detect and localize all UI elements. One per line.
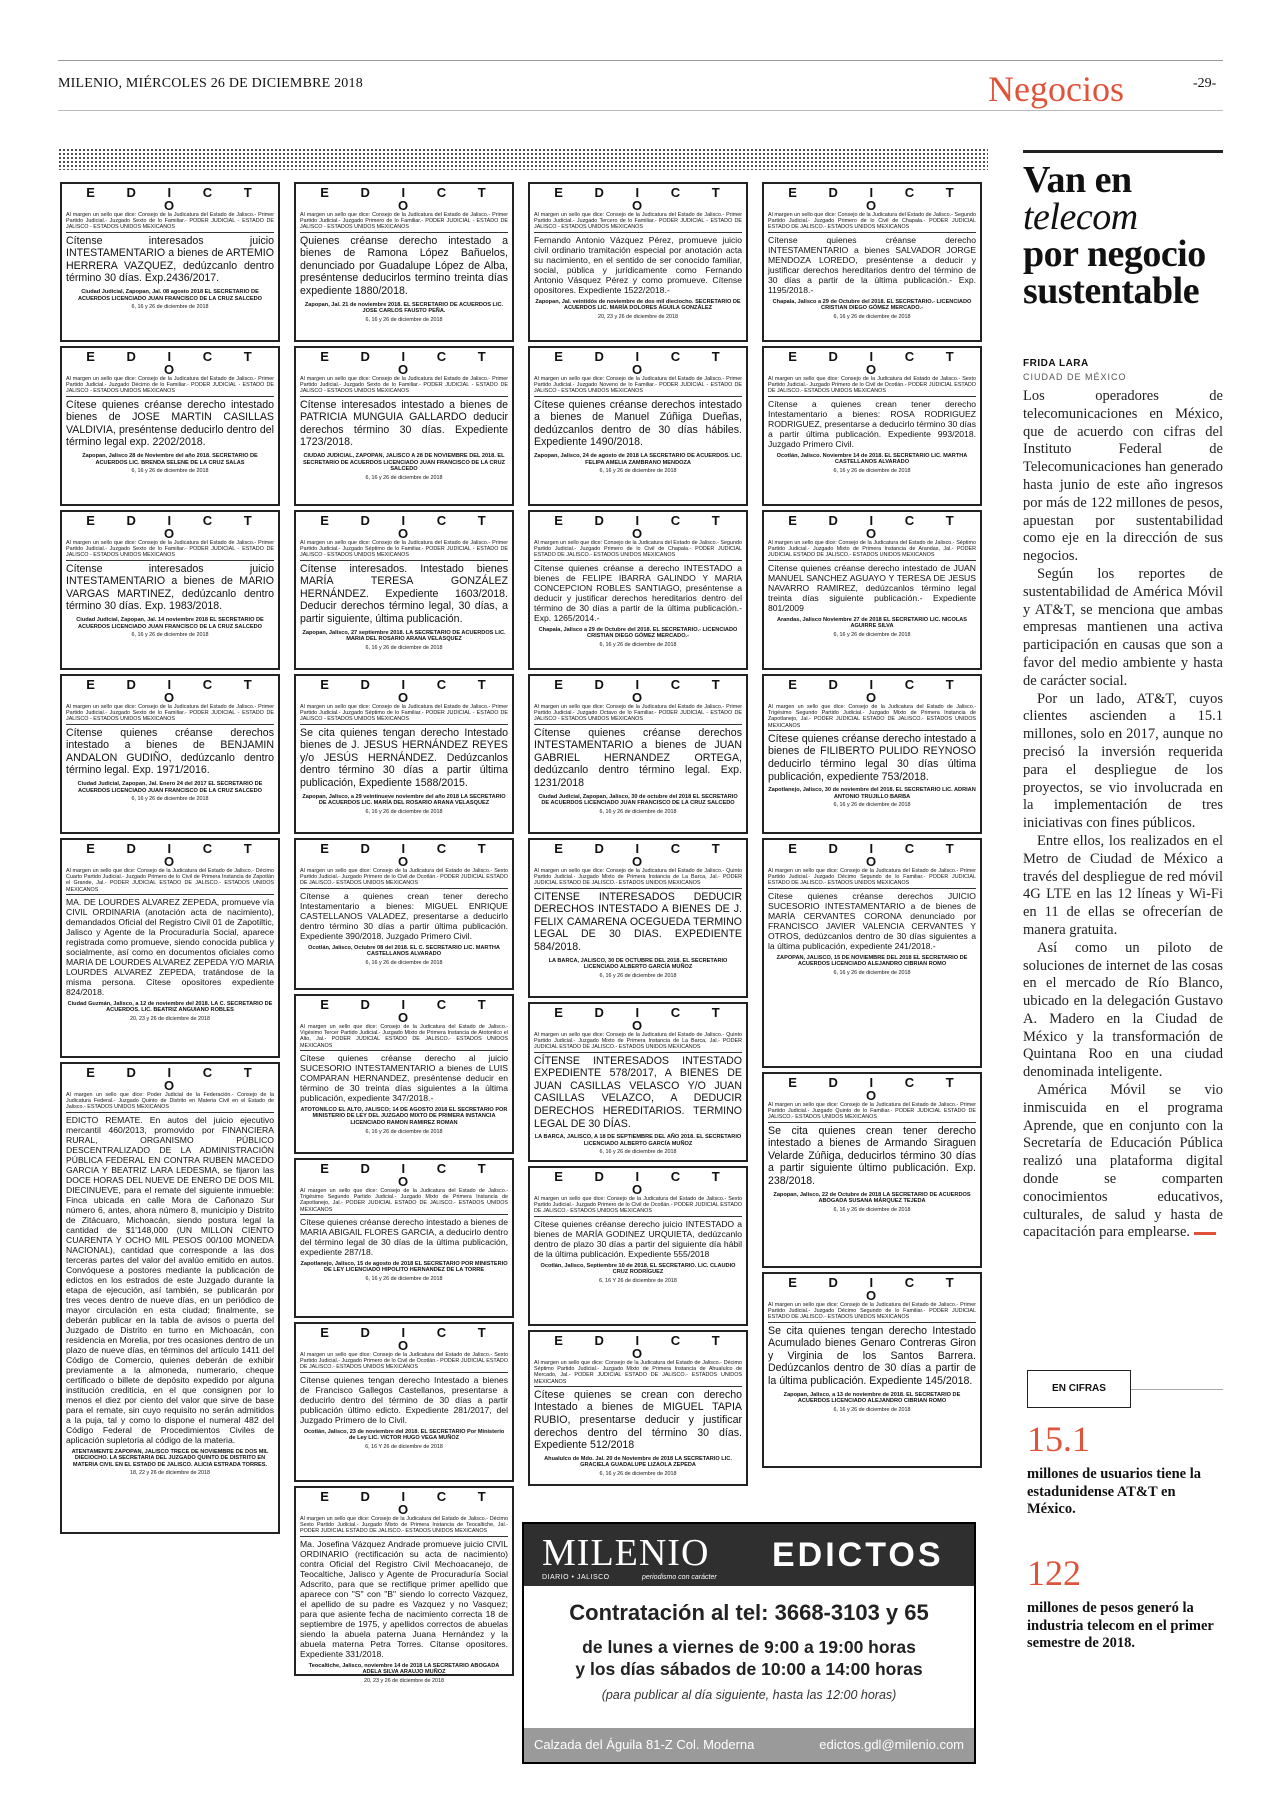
edict-seal-text: Al margen un sello que dice: Consejo de la Judicatura del Estado de Jalisco.- Décimo Séptimo Partido Judicial.- Juzgado Mixto de Primera Instancia de Ahualulco de Mercado, Jal.- PODER JUDICIAL ESTADO DE JALISCO.- ESTADOS UNIDOS MEXICANOS: [534, 1360, 742, 1387]
edict-notice: [60, 674, 280, 834]
edict-title: E D I C T O: [320, 1489, 500, 1517]
edict-notice: [528, 510, 748, 670]
edict-title: E D I C T O: [788, 349, 968, 377]
edict-title: E D I C T O: [554, 349, 734, 377]
edict-signature: Zapopan, Jalisco 28 de Noviembre del año 2018. SECRETARIO DE ACUERDOS LIC. BRENDA SELENE DE LA CRUZ SALAS: [82, 452, 258, 466]
edict-signature: Ocotlán, Jalisco, Octubre 08 del 2018. EL C. SECRETARIO LIC. MARTHA CASTELLANOS ALVARADO: [308, 944, 500, 958]
edict-body: Se cita quienes tengan derecho Intestado bienes de J. JESUS HERNÁNDEZ REYES y/o JESÚS HERNÁNDEZ. Dedúzcanlos dentro término 30 días a partir última publicación, Expediente 1588/2015.: [300, 726, 508, 789]
edict-body: Cítense quienes créanse derechos INTESTAMENTARIO a bienes de JUAN GABRIEL HERNANDEZ ORTEGA, dedúzcanlo dentro término legal. Exp. 1231/2018: [534, 726, 742, 789]
edict-notice: [528, 182, 748, 342]
ad-email[interactable]: edictos.gdl@milenio.com: [819, 1737, 964, 1752]
edict-signature: ATOTONILCO EL ALTO, JALISCO; 14 DE AGOSTO 2018 EL SECRETARIO POR MINISTERIO DE LEY DEL JUZGADO MIXTO DE PRIMERA INSTANCIA LICENCIADO RAMON RAMIREZ ROMAN: [300, 1106, 508, 1126]
edict-seal-text: Al margen un sello que dice: Consejo de la Judicatura del Estado de Jalisco.- Primer Partido Judicial.- Juzgado Sexto de lo Familiar.- PODER JUDICIAL - ESTADO DE JALISCO - ESTADOS UNIDOS MEXICANOS: [300, 376, 508, 397]
edict-publication-dates: 6, 16 y 26 de diciembre de 2018: [833, 1406, 911, 1413]
ad-phone: Contratación al tel: 3668-3103 y 65: [569, 1600, 929, 1625]
ad-bottom-band: [524, 1728, 974, 1762]
edict-publication-dates: 6, 16 y 26 de diciembre de 2018: [599, 1149, 677, 1156]
edict-title: E D I C T O: [320, 1161, 500, 1189]
edict-title: E D I C T O: [320, 677, 500, 705]
edict-notice: [528, 1166, 748, 1326]
edict-signature: LA BARCA, JALISCO, A 18 DE SEPTIEMBRE DEL AÑO 2018. EL SECRETARIO LICENCIADO ALBERTO GARCÍA MUÑOZ: [534, 1134, 742, 1147]
edict-signature: ZAPOPAN, JALISCO, 15 DE NOVIEMBRE DEL 2018 EL SECRETARIO DE ACUERDOS LICENCIADO ALEJANDRO CIBRIAN ROMO: [776, 954, 968, 968]
edict-publication-dates: 6, 16 y 26 de diciembre de 2018: [599, 468, 677, 475]
edict-title: E D I C T O: [86, 349, 266, 377]
edict-title: E D I C T O: [320, 1325, 500, 1353]
edict-body: Cítense quienes tengan derecho Intestado a bienes de Francisco Gallegos Castellanos, presentarse a deducirlo dentro del término de 30 días a partir publicación último edicto. Expediente 281/2017, del Juzgado Primero de lo Civil.: [300, 1374, 508, 1425]
edict-notice: [60, 1062, 280, 1534]
edict-body: Cítense a quienes crean tener derecho Intestamentario a bienes: ROSA RODRIGUEZ RODRIGUEZ, presentarse a deducirlo término 30 días a partir última publicación. Expediente 993/2018. Juzgado Primero Civil.: [768, 398, 976, 449]
article-paragraph: Entre ellos, los realizados en el Metro de Ciudad de México a través del despliegue de red móvil 4G LTE en las 12 líneas y Wi-Fi en 11 de ellas se ofrecerían de manera gratuita.: [1023, 832, 1223, 938]
edict-title: E D I C T O: [788, 1275, 968, 1303]
edict-seal-text: Al margen un sello que dice: Consejo de la Judicatura del Estado de Jalisco.- Primer Partido Judicial.- Juzgado Décimo Segundo de lo Familiar.- PODER JUDICIAL ESTADO DE JALISCO.- ESTADOS UNIDOS MEXICANOS: [768, 1302, 976, 1323]
edict-signature: Chapala, Jalisco a 29 de Octubre del 2018. EL SECRETARIO.- LICENCIADO CRISTIAN DIEGO GÓMEZ MERCADO.-: [538, 626, 738, 640]
edict-notice: [762, 510, 982, 670]
edict-notice: [60, 346, 280, 506]
edict-notice: [294, 674, 514, 834]
edict-body: Ma. Josefina Vázquez Andrade promueve juicio CIVIL ORDINARIO (rectificación su acta de nacimiento) contra Oficial del Registro Civil Mechoacanejo, de Teocaltiche, Jalisco y Agente de Procuraduría Social Adscrito, para que se rectifique primer apellido que aparece con "S" con "B" siendo lo correcto Vazquez, el apellido de su padre es Vazquez y no Vasquez; para que asiente fecha de nacimiento correcta 18 de septiembre de 1975, y apellidos correctos de abuelas siendo la abuela paterna Juana Hernández y la abuela materna Petra Torres. Cítanse opositores. Expediente 331/2018.: [300, 1538, 508, 1659]
edict-publication-dates: 6, 16 y 26 de diciembre de 2018: [833, 467, 911, 474]
ad-banner: EDICTOS: [772, 1536, 944, 1574]
edict-notice: [528, 1330, 748, 1486]
ad-address: Calzada del Águila 81-Z Col. Moderna: [534, 1737, 755, 1752]
edict-body: Se cita quienes tengan derecho Intestado Acumulado bienes Genaro Contreras Giron y Virginia de los Santos Barrera. Dedúzcanlos dentro de 30 días a partir de la última publicación. Expediente 145/2018.: [768, 1324, 976, 1387]
edict-title: E D I C T O: [86, 841, 266, 869]
edict-body: Cítense interesados juicio INTESTAMENTARIO a bienes de ARTEMIO HERRERA VAZQUEZ, dedúzcanlo dentro término 30 días. Exp.2436/2017.: [66, 234, 274, 285]
edict-body: Cítese quienes créanse derecho al juicio SUCESORIO INTESTAMENTARIO a bienes de LUIS COMPARAN HERNANDEZ, preséntense deducir en término de 30 treinta días siguientes a la última publicación, expediente 347/2018.-: [300, 1052, 508, 1103]
edict-title: E D I C T O: [788, 1075, 968, 1103]
edict-publication-dates: 6, 16 Y 26 de diciembre de 2018: [599, 1277, 677, 1284]
ad-top-band: [524, 1524, 974, 1586]
edict-notice: [294, 1486, 514, 1684]
edict-publication-dates: 6, 16 y 26 de diciembre de 2018: [365, 808, 443, 815]
headline-line: por negocio: [1023, 233, 1206, 275]
top-rule: [58, 60, 1073, 61]
edict-body: MA. DE LOURDES ALVAREZ ZEPEDA, promueve vía CIVIL ORDINARIA (anotación acta de nacimiento), demandados Oficial del Registro Civil 01 de Zapotiltic, Jalisco y Agente de la Procuraduría Social, aparece registrada como promueve, siendo conocida publica y socialmente, así como en documentos oficiales como MARIA DE LOURDES ALVAREZ ZEPEDA Y/O MARIA LOURDES ALVAREZ ZEPEDA, tratándose de la misma persona. Cítese opositores expediente 824/2018.: [66, 896, 274, 997]
edict-seal-text: Al margen un sello que dice: Consejo de la Judicatura del Estado de Jalisco.- Trigésimo Segundo Partido Judicial.- Juzgado Mixto de Primera Instancia de Zapotlanejo, Jal.- PODER JUDICIAL ESTADO DE JALISCO.- ESTADOS UNIDOS MEXICANOS: [768, 704, 976, 731]
ad-hours-weekday: de lunes a viernes de 9:00 a 19:00 horas: [582, 1637, 916, 1657]
headline-line: telecom: [1023, 196, 1138, 238]
article-paragraph: Por un lado, AT&T, cuyos clientes ascienden a 15.1 millones, solo en 2017, aunque no precisó la inversión requerida para el despliegue de los proyectos, se vio involucrada en la implementación de tres iniciativas con fines públicos.: [1023, 690, 1223, 832]
article-rule: [1023, 150, 1223, 153]
milenio-logo: MILENIO: [542, 1532, 710, 1574]
article-paragraph: Los operadores de telecomunicaciones en México, que de acuerdo con cifras del Instituto Federal de Telecomunicaciones han generado hasta junio de este año ingresos por más de 122 millones de pesos, apuestan por sustentabilidad como eje en la dirección de sus negocios.: [1023, 388, 1223, 565]
edict-title: E D I C T O: [554, 513, 734, 541]
edict-publication-dates: 6, 16 y 26 de diciembre de 2018: [833, 1206, 911, 1213]
edict-seal-text: Al margen un sello que dice: Consejo de la Judicatura del Estado de Jalisco.- Primer Partido Judicial.- Juzgado Quinto de lo Familiar.- PODER JUDICIAL ESTADO DE JALISCO.- ESTADOS UNIDOS MEXICANOS: [768, 1102, 976, 1123]
edict-title: E D I C T O: [86, 677, 266, 705]
edict-signature: Ocotlán, Jalisco. Noviembre 14 de 2018. EL SECRETARIO LIC. MARTHA CASTELLANOS ALVARADO: [776, 452, 968, 466]
en-cifras-label: EN CIFRAS: [1027, 1370, 1131, 1408]
page-number: -29-: [1193, 76, 1217, 91]
edict-notice: [762, 838, 982, 1068]
edict-seal-text: Al margen un sello que dice: Consejo de la Judicatura del Estado de Jalisco.- Sexto Partido Judicial.- Juzgado Primero de lo Civil de Ocotlán.- PODER JUDICIAL ESTADO DE JALISCO.- ESTADOS UNIDOS MEXICANOS: [300, 1352, 508, 1373]
edict-signature: Zapopan, Jalisco, 27 septiembre 2018. LA SECRETARIO DE ACUERDOS LIC. MARIA DEL ROSARIO ARANA VELASQUEZ: [302, 629, 506, 643]
edict-signature: Zapopan, Jalisco, 22 de Octubre de 2018 LA SECRETARIO DE ACUERDOS ABOGADA SUSANA MÁRQUEZ TEJEDA: [773, 1191, 971, 1205]
edict-notice: [294, 838, 514, 990]
edict-notice: [60, 510, 280, 670]
edict-body: Cítense a quienes crean tener derecho Intestamentario a bienes: MIGUEL ENRIQUE CASTELLANOS VALADEZ, presentarse a deducirlo dentro término 30 días a partir última publicación. Expediente 390/2018. Juzgado Primero Civil.: [300, 890, 508, 941]
edict-signature: LA BARCA, JALISCO, 30 DE OCTUBRE DEL 2018. EL SECRETARIO LICENCIADO ALBERTO GARCÍA MUÑOZ: [548, 957, 728, 971]
edict-notice: [294, 1158, 514, 1318]
edict-title: E D I C T O: [554, 185, 734, 213]
ad-hours: [524, 1636, 974, 1680]
ad-note: (para publicar al día siguiente, hasta las 12:00 horas): [601, 1688, 897, 1702]
edict-signature: Zapopan, Jalisco, a 29 veintinueve noviembre del año 2018 LA SECRETARIO DE ACUERDOS LIC. MARÍA DEL ROSARIO ARANA VELASQUEZ: [302, 793, 506, 807]
edict-publication-dates: 6, 16 y 26 de diciembre de 2018: [599, 972, 677, 979]
edict-body: Cítese quienes créanse derechos JUICIO SUCESORIO INTESTAMENTARIO a de bienes de MARÍA CERVANTES CORONA denunciado por FRANCISCO JAVIER VALENCIA CERVANTES Y OTROS, dedúzcanlos dentro de 30 días siguientes a la última publicación, expediente 241/2018.-: [768, 890, 976, 951]
edict-seal-text: Al margen un sello que dice: Consejo de la Judicatura del Estado de Jalisco.- Primer Partido Judicial.- Juzgado Tercero de lo Familiar.- PODER JUDICIAL - ESTADO DE JALISCO - ESTADOS UNIDOS MEXICANOS: [534, 212, 742, 233]
edict-body: Cítese quienes se crean con derecho Intestado a bienes de MIGUEL TAPIA RUBIO, presentarse deducir y justificar derechos dentro del término 30 días. Expediente 512/2018: [534, 1388, 742, 1452]
stat-text: millones de usuarios tiene la estadunidense AT&T en México.: [1027, 1466, 1202, 1517]
edict-signature: Zapopan, Jalisco, 24 de agosto de 2018 LA SECRETARIO DE ACUERDOS. LIC. FELIPA AMELIA ZAMBRANO MENDOZA: [534, 452, 742, 466]
edict-seal-text: Al margen un sello que dice: Consejo de la Judicatura del Estado de Jalisco.- Quinto Partido Judicial.- Juzgado Mixto de Primera Instancia de La Barca, Jal.- PODER JUDICIAL ESTADO DE JALISCO.- ESTADOS UNIDOS MEXICANOS: [534, 868, 742, 889]
edict-body: Cítense quienes créanse derecho intestado de JUAN MANUEL SANCHEZ AGUAYO Y TERESA DE JESUS NAVARRO RAMIREZ, dedúzcanlos término legal treinta días siguiente publicación.- Expediente 801/2009: [768, 562, 976, 613]
edict-seal-text: Al margen un sello que dice: Consejo de la Judicatura del Estado de Jalisco.- Trigésimo Segundo Partido Judicial.- Juzgado Mixto de Primera Instancia de Zapotlanejo, Jal.- PODER JUDICIAL ESTADO DE JALISCO.- ESTADOS UNIDOS MEXICANOS: [300, 1188, 508, 1215]
edict-seal-text: Al margen un sello que dice: Consejo de la Judicatura del Estado de Jalisco.- Quinto Partido Judicial.- Juzgado Mixto de Primera Instancia de La Barca, Jal.- PODER JUDICIAL ESTADO DE JALISCO.- ESTADOS UNIDOS MEXICANOS: [534, 1032, 742, 1053]
edict-seal-text: Al margen un sello que dice: Consejo de la Judicatura del Estado de Jalisco.- Sexto Partido Judicial.- Juzgado Primero de lo Civil de Ocotlán.- PODER JUDICIAL ESTADO DE JALISCO.- ESTADOS UNIDOS MEXICANOS: [534, 1196, 742, 1217]
edict-notice: [528, 1002, 748, 1162]
edict-title: E D I C T O: [554, 1333, 734, 1361]
edict-seal-text: Al margen un sello que dice: Consejo de la Judicatura del Estado de Jalisco.- Segundo Partido Judicial.- Juzgado Primero de lo Civil de Chapala.- PODER JUDICIAL ESTADO DE JALISCO.- ESTADOS UNIDOS MEXICANOS: [534, 540, 742, 561]
edict-signature: ATENTAMENTE ZAPOPAN, JALISCO TRECE DE NOVIEMBRE DE DOS MIL DIECIOCHO. LA SECRETARIA DEL JUZGADO QUINTO DE DISTRITO EN MATERIA CIVIL EN EL ESTADO DE JALISCO. ALICIA ESTRADA TORRES.: [71, 1448, 269, 1468]
edict-title: E D I C T O: [86, 1065, 266, 1093]
edict-seal-text: Al margen un sello que dice: Consejo de la Judicatura del Estado de Jalisco.- Primer Partido Judicial.- Juzgado Séptimo de lo Familiar.- PODER JUDICIAL - ESTADO DE JALISCO - ESTADOS UNIDOS MEXICANOS: [300, 540, 508, 561]
edict-title: E D I C T O: [554, 841, 734, 869]
edict-seal-text: Al margen un sello que dice: Consejo de la Judicatura del Estado de Jalisco.- Séptimo Partido Judicial.- Juzgado Mixto de Primera Instancia de Arandas, Jal.- PODER JUDICIAL ESTADO DE JALISCO.- ESTADOS UNIDOS MEXICANOS: [768, 540, 976, 561]
edict-title: E D I C T O: [788, 677, 968, 705]
edict-seal-text: Al margen un sello que dice: Consejo de la Judicatura del Estado de Jalisco.- Primer Partido Judicial.- Juzgado Octavo de lo Familiar.- PODER JUDICIAL - ESTADO DE JALISCO - ESTADOS UNIDOS MEXICANOS: [534, 704, 742, 725]
edict-notice: [762, 182, 982, 342]
page-dateline: MILENIO, MIÉRCOLES 26 DE DICIEMBRE 2018: [58, 76, 363, 91]
edict-seal-text: Al margen un sello que dice: Consejo de la Judicatura del Estado de Jalisco.- Sexto Partido Judicial.- Juzgado Primero de lo Civil de Ocotlán.- PODER JUDICIAL ESTADO DE JALISCO.- ESTADOS UNIDOS MEXICANOS: [768, 376, 976, 397]
edict-publication-dates: 6, 16 y 26 de diciembre de 2018: [131, 304, 209, 311]
edict-notice: [294, 510, 514, 670]
edict-signature: Ciudad Judicial, Zapopan, Jal. Enero 24 del 2017 EL SECRETARIO DE ACUERDOS LICENCIADO JUAN FRANCISCO DE LA CRUZ SALCEDO: [77, 780, 263, 794]
edict-publication-dates: 6, 16 y 26 de diciembre de 2018: [131, 468, 209, 475]
edict-publication-dates: 6, 16 y 26 de diciembre de 2018: [599, 808, 677, 815]
edict-title: E D I C T O: [320, 997, 500, 1025]
edict-signature: Ciudad Judicial, Zapopan, Jalisco, 30 de octubre del 2018 EL SECRETARIO DE ACUERDOS LICENCIADO JUAN FRANCISCO DE LA CRUZ SALCEDO: [538, 793, 738, 807]
edict-title: E D I C T O: [320, 185, 500, 213]
edict-publication-dates: 6, 16 y 26 de diciembre de 2018: [131, 796, 209, 803]
edict-seal-text: Al margen un sello que dice: Consejo de la Judicatura del Estado de Jalisco.- Primer Partido Judicial.- Juzgado Séptimo de lo Familiar.- PODER JUDICIAL - ESTADO DE JALISCO - ESTADOS UNIDOS MEXICANOS: [300, 704, 508, 725]
cifras-rule: [1131, 1389, 1223, 1390]
edict-body: Cítense interesados intestado a bienes de PATRICIA MUNGUIA GALLARDO deducir derechos término 30 días. Expediente 1723/2018.: [300, 398, 508, 449]
edict-seal-text: Al margen un sello que dice: Consejo de la Judicatura del Estado de Jalisco.- Primer Partido Judicial.- Juzgado Noveno de lo Familiar.- PODER JUDICIAL - ESTADO DE JALISCO - ESTADOS UNIDOS MEXICANOS: [534, 376, 742, 397]
edict-publication-dates: 6, 16 y 26 de diciembre de 2018: [599, 641, 677, 648]
edict-signature: Chapala, Jalisco a 29 de Octubre del 2018. EL SECRETARIO.- LICENCIADO CRISTIAN DIEGO GÓMEZ MERCADO.-: [772, 298, 972, 312]
edict-signature: Zapotlanejo, Jalisco, 30 de noviembre del 2018. EL SECRETARIO LIC. ADRIAN ANTONIO TRUJILLO BARBA: [768, 787, 976, 800]
edict-title: E D I C T O: [320, 349, 500, 377]
edict-seal-text: Al margen un sello que dice: Consejo de la Judicatura del Estado de Jalisco.- Décimo Sexto Partido Judicial.- Juzgado Mixto de Primera Instancia de Teocaltiche, Jal.- PODER JUDICIAL ESTADO DE JALISCO.- ESTADOS UNIDOS MEXICANOS: [300, 1516, 508, 1537]
edict-notice: [60, 838, 280, 1058]
edict-title: E D I C T O: [320, 841, 500, 869]
edict-title: E D I C T O: [86, 185, 266, 213]
edict-signature: Ciudad Judicial, Zapopan, Jal. 08 agosto 2018 EL SECRETARIO DE ACUERDOS LICENCIADO JUAN FRANCISCO DE LA CRUZ SALCEDO: [77, 288, 263, 302]
edict-seal-text: Al margen un sello que dice: Poder Judicial de la Federación.- Consejo de la Judicatura Federal.- Juzgado Quinto de Distrito en Materia Civil en el Estado de Jalisco.- ESTADOS UNIDOS MEXICANOS: [66, 1092, 274, 1113]
edict-signature: Ciudad Guzmán, Jalisco, a 12 de noviembre del 2018. LA C. SECRETARIO DE ACUERDOS. LIC. BEATRIZ ANGUIANO ROBLES: [67, 1000, 273, 1014]
edict-publication-dates: 18, 22 y 26 de diciembre de 2018: [129, 1470, 211, 1477]
edict-publication-dates: 6, 16 y 26 de diciembre de 2018: [365, 316, 443, 323]
edict-body: Cítese quienes créanse derecho juicio INTESTADO a bienes de MARÍA GODINEZ URQUIETA, dedúzcanlo dentro de plazo 30 días a partir del siguiente día hábil de la última publicación. Expediente 555/2018: [534, 1218, 742, 1259]
edict-body: Cítese quienes créanse derecho intestado a bienes de FILIBERTO PULIDO REYNOSO deducirlo término legal 30 días última publicación, expediente 753/2018.: [768, 732, 976, 783]
edict-seal-text: Al margen un sello que dice: Consejo de la Judicatura del Estado de Jalisco.- Primer Partido Judicial.- Juzgado Décimo Segundo de lo Familiar.- PODER JUDICIAL ESTADO DE JALISCO.- ESTADOS UNIDOS MEXICANOS: [768, 868, 976, 889]
edict-notice: [762, 1072, 982, 1268]
headline-line: sustentable: [1023, 270, 1200, 312]
article-paragraph-text: América Móvil se vio inmiscuida en el programa Aprende, que en conjunto con la Secretaría de Educación Pública realizó una plataforma digital donde se comparten conocimientos educativos, culturales, de salud y hasta de capacitación para emplearse.: [1023, 1082, 1223, 1241]
edict-notice: [528, 674, 748, 834]
edict-seal-text: Al margen un sello que dice: Consejo de la Judicatura del Estado de Jalisco.- Sexto Partido Judicial.- Juzgado Primero de lo Civil de Ocotlán.- PODER JUDICIAL ESTADO DE JALISCO.- ESTADOS UNIDOS MEXICANOS: [300, 868, 508, 889]
edict-body: EDICTO REMATE. En autos del juicio ejecutivo mercantil 460/2013, promovido por FINANCIERA RURAL, ORGANISMO PÚBLICO DESCENTRALIZADO DE LA ADMINISTRACIÓN PÚBLICA FEDERAL EN CONTRA RUBEN MACEDO GARCIA Y BEATRIZ LARA LEDESMA, se fijaron las DOCE HORAS DEL NUEVE DE ENERO DE DOS MIL DIECINUEVE, para el remate del siguiente inmueble: Finca ubicada en calle Mora de Cañonazo Sur número 6, antes, ahora número 8, municipio y Distrito de Zitácuaro, Michoacán, siendo postura legal la cantidad de $1'148,000 (UN MILLON CIENTO CUARENTA Y OCHO MIL PESOS 00/100 MONEDA NACIONAL), cantidad que corresponde a las dos terceras partes del valor del avalúo emitido en autos. Convóquese a postores mediante la publicación de edictos en los estrados de este Juzgado durante la etapa de ejecución, así también, se publicarán por tres veces dentro de nueve días, en un periódico de mayor circulación en esta ciudad; finalmente, se deberán publicar en la tabla de avisos o puerta del Juzgado de Distrito en turno en Michoacán, con residencia en Morelia, por tres ocasiones dentro de un plazo de nueve días, en términos del artículo 1411 del Código de Comercio, quienes deberán de exhibir previamente a la almoneda, numerario, cheque certificado o billete de depósito expedido por alguna institución crediticia, en el que consignen por lo menos el diez por ciento del valor que sirve de base para el remate, sin cuyo requisito no serán admitidos a la puja, tal y como lo dispone el numeral 482 del Código Federal de Procedimientos Civiles de aplicación supletoria al código de la materia.: [66, 1114, 274, 1445]
stat-number: 122: [1027, 1553, 1081, 1593]
article-headline: [1023, 159, 1223, 312]
edictos-ad: [522, 1522, 976, 1764]
edict-title: E D I C T O: [788, 513, 968, 541]
edict-publication-dates: 6, 16 y 26 de diciembre de 2018: [365, 474, 443, 481]
edict-notice: [762, 674, 982, 834]
edict-notice: [60, 182, 280, 342]
stat-text: millones de pesos generó la industria telecom en el primer semestre de 2018.: [1027, 1600, 1214, 1651]
edict-publication-dates: 6, 16 y 26 de diciembre de 2018: [833, 631, 911, 638]
edict-notice: [294, 182, 514, 342]
edict-body: Cítense quienes créanse a derecho INTESTADO a bienes de FELIPE IBARRA GALINDO Y MARIA CONCEPCION ROBLES SANTIAGO, preséntense a deducir y justificar derechos hereditarios dentro del término de 30 días a partir de la última publicación.- Exp. 1265/2014.-: [534, 562, 742, 623]
edict-body: Cítense quienes créanse derechos intestado a bienes de BENJAMIN ANDALON GUDIÑO, dedúzcanlo dentro término legal. Exp. 1971/2016.: [66, 726, 274, 777]
edict-signature: Arandas, Jalisco Noviembre 27 de 2018 EL SECRETARIO LIC. NICOLAS AGUIRRE SILVA: [776, 616, 968, 630]
edict-notice: [762, 346, 982, 506]
edict-signature: Teocaltiche, Jalisco, noviembre 14 de 2018 LA SECRETARIO ABOGADA ADELA SILVA ARAUJO MUÑOZ: [308, 1662, 500, 1676]
edict-seal-text: Al margen un sello que dice: Consejo de la Judicatura del Estado de Jalisco.- Primer Partido Judicial.- Juzgado Sexto de lo Familiar.- PODER JUDICIAL - ESTADO DE JALISCO - ESTADOS UNIDOS MEXICANOS: [66, 704, 274, 725]
edict-body: Cítense interesados juicio INTESTAMENTARIO a bienes de MARIO VARGAS MARTINEZ, dedúzcanlo dentro término 30 días. Exp. 1983/2018.: [66, 562, 274, 613]
edict-title: E D I C T O: [554, 1169, 734, 1197]
edict-publication-dates: 6, 16 y 26 de diciembre de 2018: [599, 1470, 677, 1477]
section-title: Negocios: [988, 69, 1124, 109]
edict-publication-dates: 6, 16 y 26 de diciembre de 2018: [365, 1276, 443, 1282]
edict-publication-dates: 6, 16 y 26 de diciembre de 2018: [833, 313, 911, 320]
dotted-strip: [58, 148, 988, 170]
edict-notice: [294, 994, 514, 1154]
edict-publication-dates: 20, 23 y 26 de diciembre de 2018: [129, 1016, 211, 1022]
edict-body: Cítese quienes créanse derecho intestado bienes de JOSE MARTIN CASILLAS VALDIVIA, preséntense deducirlo dentro del término legal exp. 2202/2018.: [66, 398, 274, 449]
edict-publication-dates: 6, 16 y 26 de diciembre de 2018: [365, 644, 443, 651]
header-rule: [58, 110, 1223, 111]
edict-title: E D I C T O: [788, 841, 968, 869]
stat-number: 15.1: [1027, 1419, 1090, 1459]
edict-signature: Zapopan, Jal. veintidós de noviembre de dos mil dieciocho. SECRETARIO DE ACUERDOS LIC. MARÍA DOLORES ÁGUILA GONZÁLEZ: [535, 298, 741, 312]
edict-signature: Ahualulco de Mdo. Jal. 20 de Noviembre de 2018 LA SECRETARIO LIC. GRACIELA GUADALUPE LIZAOLA ZEPEDA: [544, 1455, 732, 1469]
edict-title: E D I C T O: [86, 513, 266, 541]
edict-publication-dates: 6, 16 Y 26 de diciembre de 2018: [365, 1443, 443, 1450]
top-rule-right: [1040, 60, 1223, 61]
edict-signature: Ocotlán, Jalisco, Septiembre 10 de 2018. EL SECRETARIO. LIC. CLAUDIO CRUZ RODRÍGUEZ: [540, 1262, 736, 1276]
edict-body: Fernando Antonio Vázquez Pérez, promueve juicio civil ordinario tramitación especial por anotación acta su nacimiento, en el sentido de ser conocido familiar, social, pública y jurídicamente como Fernando Antonio Vásquez Pérez y como promueve. Cítense opositores. Expediente 1522/2018.-: [534, 234, 742, 295]
article-paragraph: Según los reportes de sustentabilidad de América Móvil y AT&T, se menciona que ambas empresas mantienen una activa participación en causas que son a favor del medio ambiente y hasta de carácter social.: [1023, 565, 1223, 689]
edict-seal-text: Al margen un sello que dice: Consejo de la Judicatura del Estado de Jalisco.- Primer Partido Judicial.- Juzgado Sexto de lo Familiar.- PODER JUDICIAL - ESTADO DE JALISCO - ESTADOS UNIDOS MEXICANOS: [66, 212, 274, 233]
edict-seal-text: Al margen un sello que dice: Consejo de la Judicatura del Estado de Jalisco.- Primer Partido Judicial.- Juzgado Sexto de lo Familiar.- PODER JUDICIAL - ESTADO DE JALISCO - ESTADOS UNIDOS MEXICANOS: [66, 540, 274, 561]
edict-seal-text: Al margen un sello que dice: Consejo de la Judicatura del Estado de Jalisco.- Primer Partido Judicial.- Juzgado Primero de lo Familiar.- PODER JUDICIAL - ESTADO DE JALISCO - ESTADOS UNIDOS MEXICANOS: [300, 212, 508, 233]
edict-title: E D I C T O: [554, 677, 734, 705]
logo-tagline: periodismo con carácter: [642, 1574, 717, 1581]
headline-line: Van en: [1023, 159, 1132, 201]
edict-body: Cítese quienes créanse derecho intestado a bienes de MARIA ABIGAIL FLORES GARCIA, a deducirlo dentro del término legal de 30 días de la última publicación, expediente 287/18.: [300, 1216, 508, 1257]
edict-notice: [528, 346, 748, 506]
edict-seal-text: Al margen un sello que dice: Consejo de la Judicatura del Estado de Jalisco.- Primer Partido Judicial.- Juzgado Décimo de lo Familiar.- PODER JUDICIAL - ESTADO DE JALISCO - ESTADOS UNIDOS MEXICANOS: [66, 376, 274, 397]
edict-notice: [294, 346, 514, 506]
article-paragraph: Así como un piloto de soluciones de internet de las cosas en el mercado de Río Blanco, ubicado en la delegación Gustavo A. Madero en la Ciudad de México y la transformación de Quintana Roo en una ciudad denominada inteligente.: [1023, 939, 1223, 1081]
article-body: [1023, 388, 1223, 1242]
edict-publication-dates: 6, 16 y 26 de diciembre de 2018: [365, 959, 443, 966]
edict-title: E D I C T O: [788, 185, 968, 213]
edict-title: E D I C T O: [554, 1005, 734, 1033]
edict-body: Cítense quienes créanse derecho INTESTAMENTARIO a bienes SALVADOR JORGE MENDOZA LOREDO, preséntense a deducir y justificar derechos hereditarios dentro del término de 30 días a partir de la última publicación.- Exp. 1195/2018.-: [768, 234, 976, 295]
edict-publication-dates: 6, 16 y 26 de diciembre de 2018: [365, 1128, 443, 1135]
edict-body: Quienes créanse derecho intestado a bienes de Ramona López Bañuelos, denunciado por Guadalupe López de Alba, preséntense deducirlos termino treinta días expediente 1880/2018.: [300, 234, 508, 297]
edict-signature: Ciudad Judicial, Zapopan, Jal. 14 noviembre 2018 EL SECRETARIO DE ACUERDOS LICENCIADO JUAN FRANCISCO DE LA CRUZ SALCEDO: [76, 616, 264, 630]
edict-seal-text: Al margen un sello que dice: Consejo de la Judicatura del Estado de Jalisco.- Segundo Partido Judicial.- Juzgado Primero de lo Civil de Chapala.- PODER JUDICIAL ESTADO DE JALISCO.- ESTADOS UNIDOS MEXICANOS: [768, 212, 976, 233]
dateline: CIUDAD DE MÉXICO: [1023, 372, 1127, 382]
edict-seal-text: Al margen un sello que dice: Consejo de la Judicatura del Estado de Jalisco.- Vigésimo Tercer Partido Judicial.- Juzgado Mixto de Primera Instancia de Atotonilco el Alto, Jal.- PODER JUDICIAL ESTADO DE JALISCO.- ESTADOS UNIDOS MEXICANOS: [300, 1024, 508, 1051]
byline: FRIDA LARA: [1023, 358, 1089, 369]
edict-publication-dates: 20, 23 y 26 de diciembre de 2018: [597, 313, 679, 320]
edict-signature: Zapopan, Jalisco, a 13 de noviembre de 2018. EL SECRETARIO DE ACUERDOS LICENCIADO ALEJANDRO CIBRIAN ROMO: [783, 1391, 961, 1405]
edict-publication-dates: 6, 16 y 26 de diciembre de 2018: [833, 969, 911, 976]
edict-body: Cítese quienes créanse derechos intestado a bienes de Manuel Zúñiga Dueñas, dedúzcanlos dentro de 30 días hábiles. Expediente 1490/2018.: [534, 398, 742, 449]
edict-signature: Zapotlanejo, Jalisco, 15 de agosto de 2018 EL SECRETARIO POR MINISTERIO DE LEY LICENCIADO HIPOLITO HERNANDEZ DE LA TORRE: [300, 1260, 508, 1274]
edict-body: Se cita quienes crean tener derecho intestado a bienes de Armando Siraguen Velarde Zúñiga, deducirlos término 30 días a partir siguiente último publicación. Exp. 238/2018.: [768, 1124, 976, 1187]
logo-subtitle: DIARIO • JALISCO: [542, 1574, 610, 1581]
edict-signature: Zapopan, Jal. 21 de noviembre 2018. EL SECRETARIO DE ACUERDOS LIC. JOSE CARLOS FAUSTO PEÑA.: [304, 301, 504, 315]
edict-publication-dates: 6, 16 y 26 de diciembre de 2018: [131, 632, 209, 639]
edict-notice: [762, 1272, 982, 1468]
edict-notice: [294, 1322, 514, 1482]
edict-body: CÍTENSE INTERESADOS INTESTADO EXPEDIENTE 578/2017, A BIENES DE JUAN CASILLAS VELASCO Y/O JUAN CASILLAS VELAZCO, A DEDUCIR DERECHOS HEREDITARIOS. TERMINO LEGAL DE 30 DÍAS.: [534, 1054, 742, 1130]
article-paragraph-last: [1023, 1082, 1223, 1242]
edict-title: E D I C T O: [320, 513, 500, 541]
edict-signature: Ocotlán, Jalisco, 23 de noviembre del 2018. EL SECRETARIO Por Ministerio de Ley LIC. VICTOR HUGO VEGA MUÑOZ: [303, 1428, 505, 1442]
ad-hours-saturday: y los días sábados de 10:00 a 14:00 horas: [575, 1659, 923, 1679]
edict-publication-dates: 6, 16 y 26 de diciembre de 2018: [833, 802, 911, 809]
edict-body: CITENSE INTERESADOS DEDUCIR DERECHOS INTESTADO A BIENES DE J. FELIX CAMARENA OCEGUEDA TERMINO LEGAL DE 30 DIAS. EXPEDIENTE 584/2018.: [534, 890, 742, 953]
end-mark-icon: [1194, 1232, 1216, 1235]
edict-seal-text: Al margen un sello que dice: Consejo de la Judicatura del Estado de Jalisco.- Décimo Cuarto Partido Judicial.- Juzgado Primero de lo Civil de Primera Instancia de Zapotlán el Grande, Jal.- PODER JUDICIAL ESTADO DE JALISCO.- ESTADOS UNIDOS MEXICANOS: [66, 868, 274, 895]
edict-body: Cítense interesados. Intestado bienes MARÍA TERESA GONZÁLEZ HERNÁNDEZ. Expediente 1603/2018. Deducir derechos término legal, 30 días, a partir siguiente, última publicación.: [300, 562, 508, 625]
edict-publication-dates: 20, 23 y 26 de diciembre de 2018: [363, 1677, 445, 1684]
edict-notice: [528, 838, 748, 998]
edict-signature: CIUDAD JUDICIAL, ZAPOPAN, JALISCO A 28 DE NOVIEMBRE DEL 2018. EL SECRETARIO DE ACUERDOS LICENCIADO JUAN FRANCISCO DE LA CRUZ SALCEDO: [302, 452, 506, 473]
